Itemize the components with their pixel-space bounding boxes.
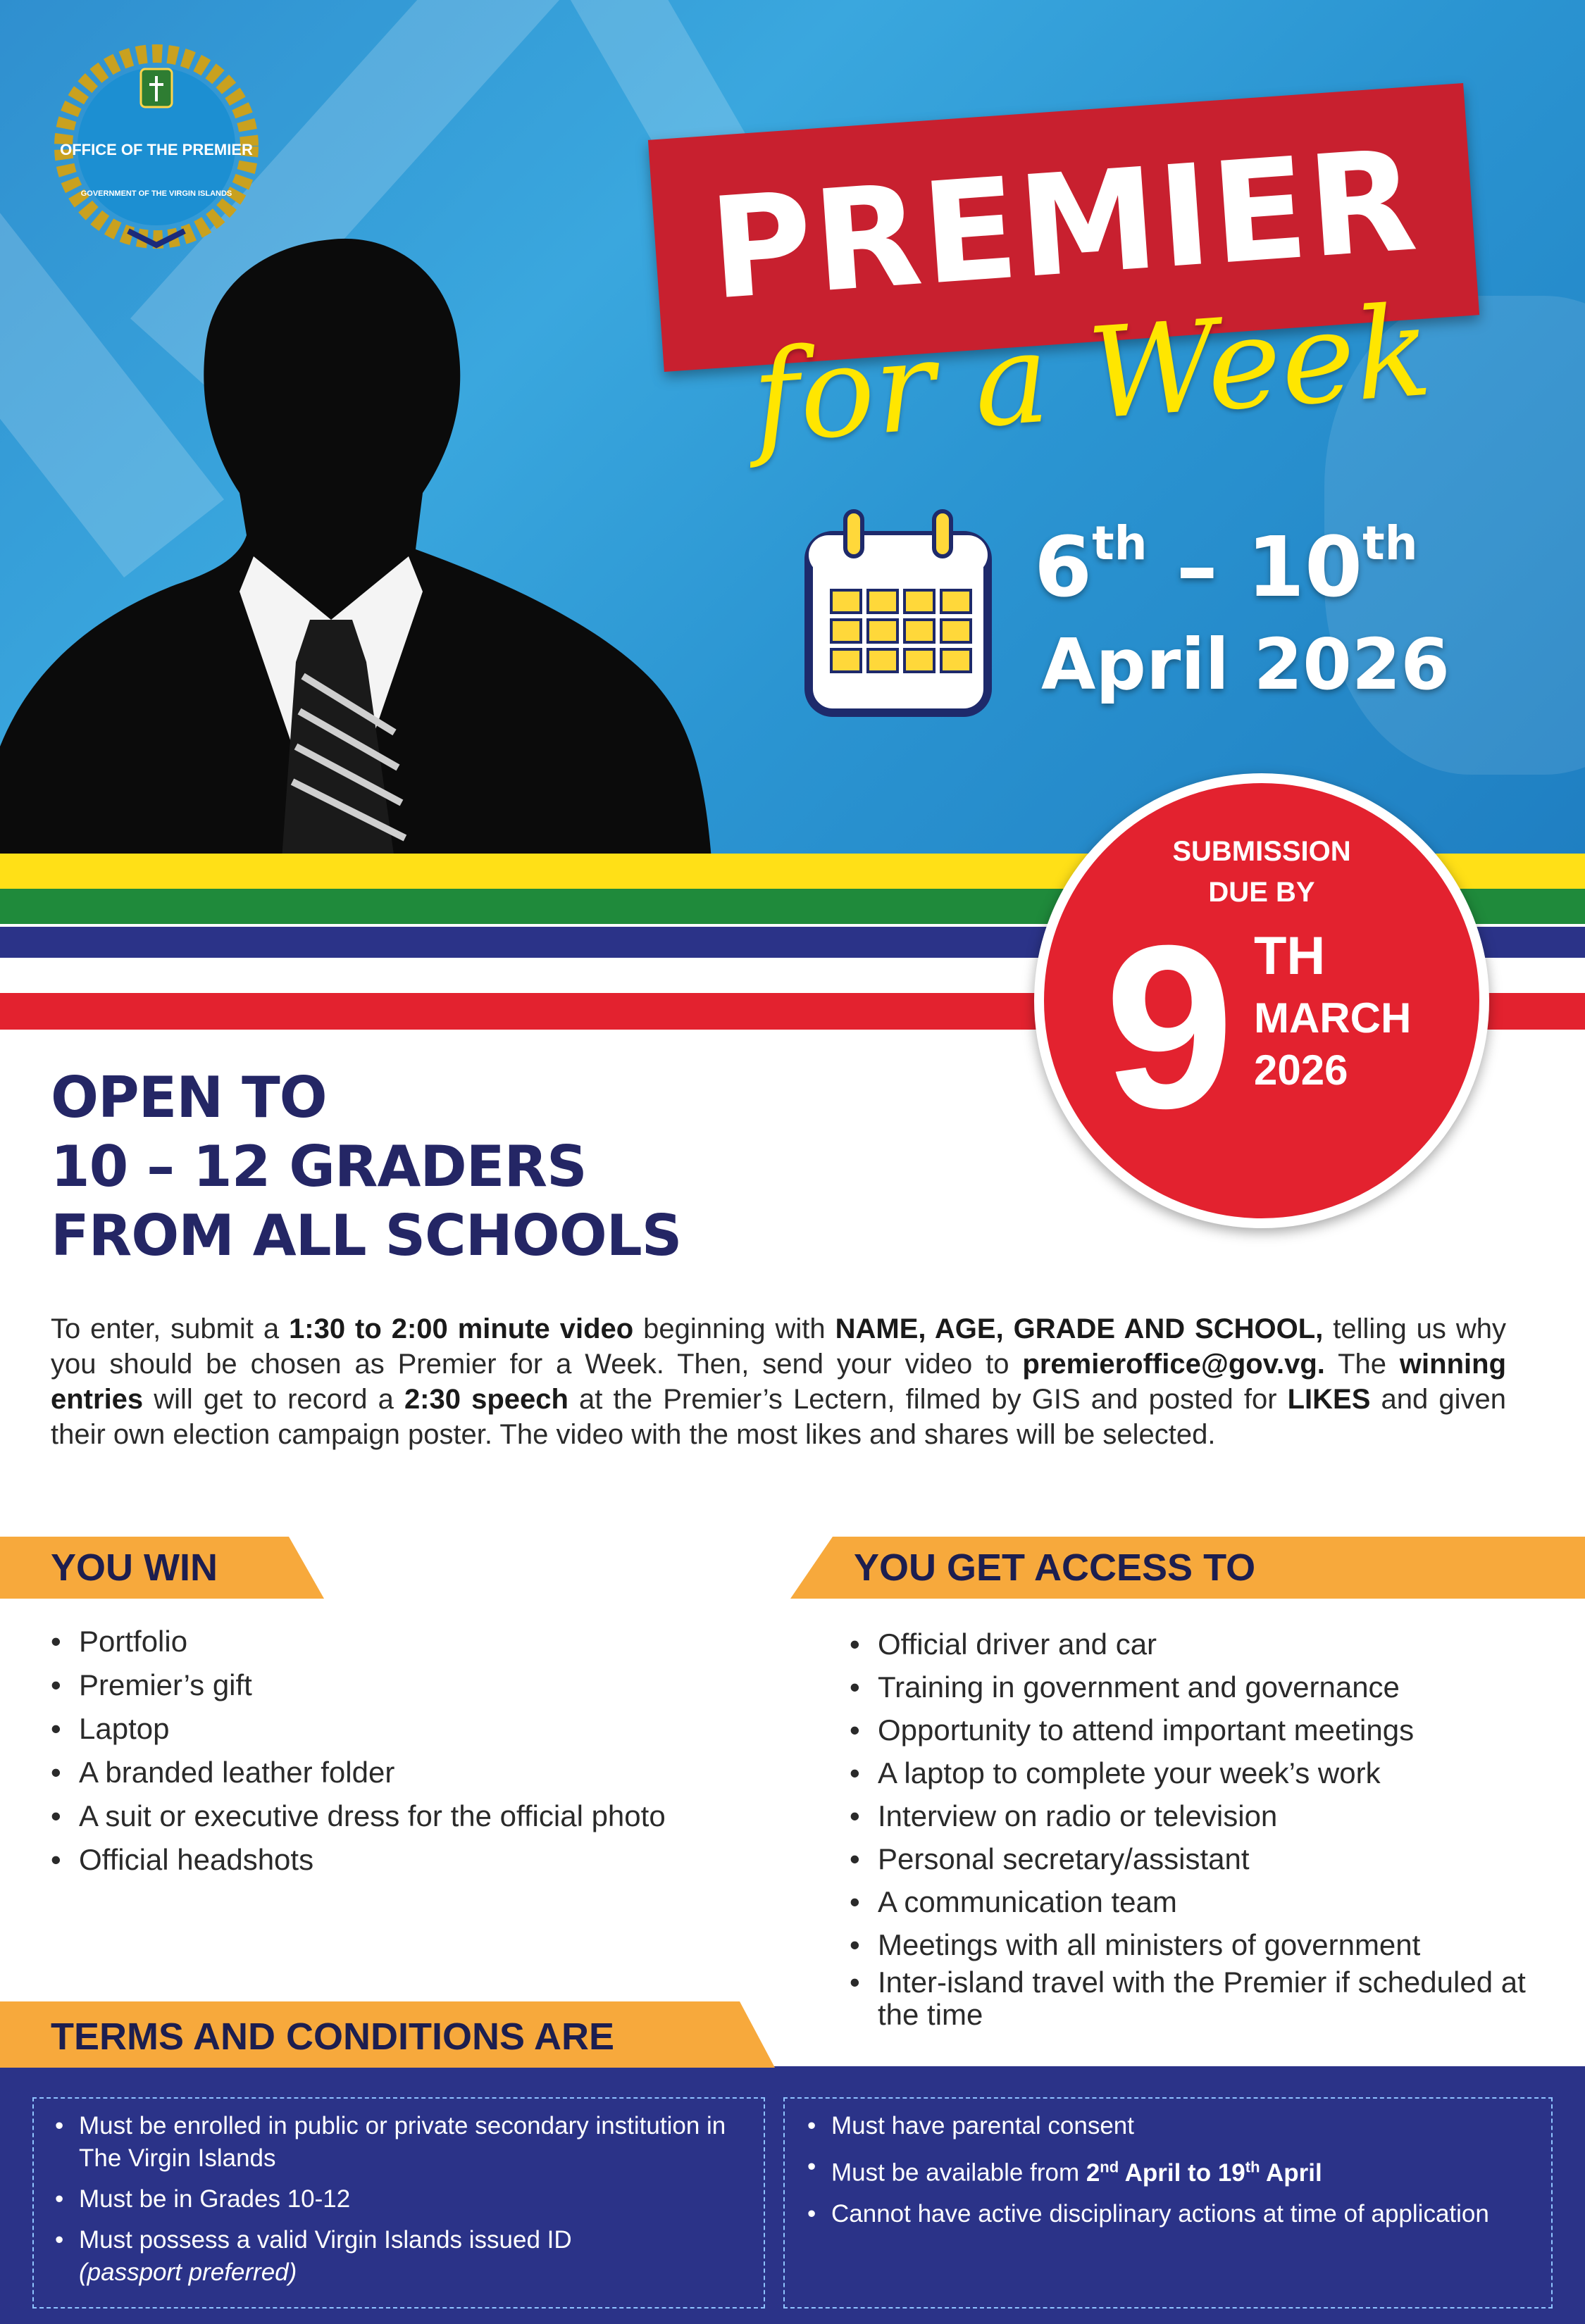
list-item: • Laptop (51, 1707, 783, 1751)
access-heading: YOU GET ACCESS TO (854, 1547, 1256, 1589)
entry-instructions (51, 1311, 1506, 1452)
intro-text: beginning with (633, 1313, 835, 1344)
list-item: • A communication team (850, 1880, 1568, 1923)
deadline-day-suffix: TH (1254, 926, 1326, 986)
event-month-year: April 2026 (1041, 623, 1450, 706)
list-item (51, 2224, 748, 2289)
list-item: • Inter-island travel with the Premier if scheduled at the time (850, 1966, 1568, 2031)
end-day: 10 (1246, 518, 1363, 616)
list-item: • Must have parental consent (803, 2110, 1536, 2142)
list-item: • Opportunity to attend important meetings (850, 1708, 1568, 1751)
access-list (850, 1623, 1568, 2031)
start-suffix: th (1092, 516, 1148, 570)
intro-text: telling us why you should be chosen as Premier for a Week. Then, send your video to (51, 1313, 1506, 1380)
event-date-range (1034, 516, 1418, 616)
terms-heading: TERMS AND CONDITIONS ARE (51, 2016, 615, 2058)
intro-text: and given their own election campaign poster. The video with the most likes and shares will be selected. (51, 1384, 1506, 1450)
deadline-label-line2: DUE BY (1208, 877, 1315, 908)
terms-date-suffix: nd (1100, 2158, 1119, 2175)
logo-subtitle: GOVERNMENT OF THE VIRGIN ISLANDS (80, 189, 232, 198)
terms-date: 2 (1086, 2159, 1100, 2187)
eligibility-line-3: FROM ALL SCHOOLS (51, 1203, 682, 1268)
terms-id-note: (passport preferred) (79, 2259, 297, 2286)
intro-text: To enter, submit a (51, 1313, 290, 1344)
terms-left-list (51, 2110, 748, 2297)
logo-title: OFFICE OF THE PREMIER (60, 141, 253, 158)
intro-text: will get to record a (143, 1384, 404, 1415)
terms-date: April to 19 (1119, 2159, 1245, 2187)
deadline-day: 9 (1105, 897, 1234, 1156)
list-item: • Training in government and governance (850, 1666, 1568, 1708)
intro-emphasis: winning entries (51, 1349, 1506, 1415)
list-item: • Must be in Grades 10-12 (51, 2183, 748, 2216)
page-subtitle: for a Week (747, 277, 1436, 471)
contact-email: premieroffice@gov.vg. (1022, 1349, 1325, 1380)
intro-emphasis: NAME, AGE, GRADE AND SCHOOL, (835, 1313, 1324, 1344)
start-day: 6 (1034, 518, 1093, 616)
terms-text: Must be available from (831, 2159, 1086, 2187)
list-item: • Official driver and car (850, 1623, 1568, 1666)
list-item: • Personal secretary/assistant (850, 1837, 1568, 1880)
end-suffix: th (1362, 516, 1418, 570)
calendar-icon (803, 507, 993, 718)
intro-emphasis: 1:30 to 2:00 minute video (289, 1313, 634, 1344)
deadline-month: MARCH (1254, 994, 1412, 1042)
eligibility-heading (51, 1063, 681, 1270)
deadline-year: 2026 (1254, 1047, 1348, 1094)
page-title: PREMIER (704, 119, 1423, 331)
list-item: • A suit or executive dress for the official photo (51, 1794, 783, 1838)
eligibility-line-1: OPEN TO (51, 1065, 327, 1130)
terms-right-list (803, 2110, 1536, 2239)
you-win-list (51, 1620, 783, 1882)
date-separator: – (1176, 518, 1218, 616)
you-win-heading: YOU WIN (51, 1547, 218, 1589)
intro-emphasis: LIKES (1287, 1384, 1371, 1415)
intro-text: at the Premier’s Lectern, filmed by GIS and posted for (568, 1384, 1288, 1415)
list-item: • Portfolio (51, 1620, 783, 1663)
silhouette-figure (0, 225, 733, 856)
list-item: • A branded leather folder (51, 1751, 783, 1794)
hero-banner (0, 0, 1585, 856)
list-item: • Official headshots (51, 1838, 783, 1882)
terms-date-suffix: th (1245, 2158, 1260, 2175)
terms-date: April (1260, 2159, 1322, 2187)
list-item: • Must be enrolled in public or private secondary institution in The Virgin Islands (51, 2110, 748, 2175)
intro-emphasis: 2:30 speech (404, 1384, 568, 1415)
list-item: • Interview on radio or television (850, 1794, 1568, 1837)
list-item: • Meetings with all ministers of government (850, 1923, 1568, 1966)
eligibility-line-2: 10 – 12 GRADERS (51, 1134, 587, 1199)
list-item: • Cannot have active disciplinary actions at time of application (803, 2198, 1536, 2230)
list-item: • A laptop to complete your week’s work (850, 1751, 1568, 1794)
deadline-label-line1: SUBMISSION (1172, 836, 1351, 867)
intro-text: The (1324, 1349, 1400, 1380)
list-item (803, 2151, 1536, 2189)
terms-id-text: Must possess a valid Virgin Islands issued ID (79, 2226, 572, 2254)
list-item: • Premier’s gift (51, 1663, 783, 1707)
